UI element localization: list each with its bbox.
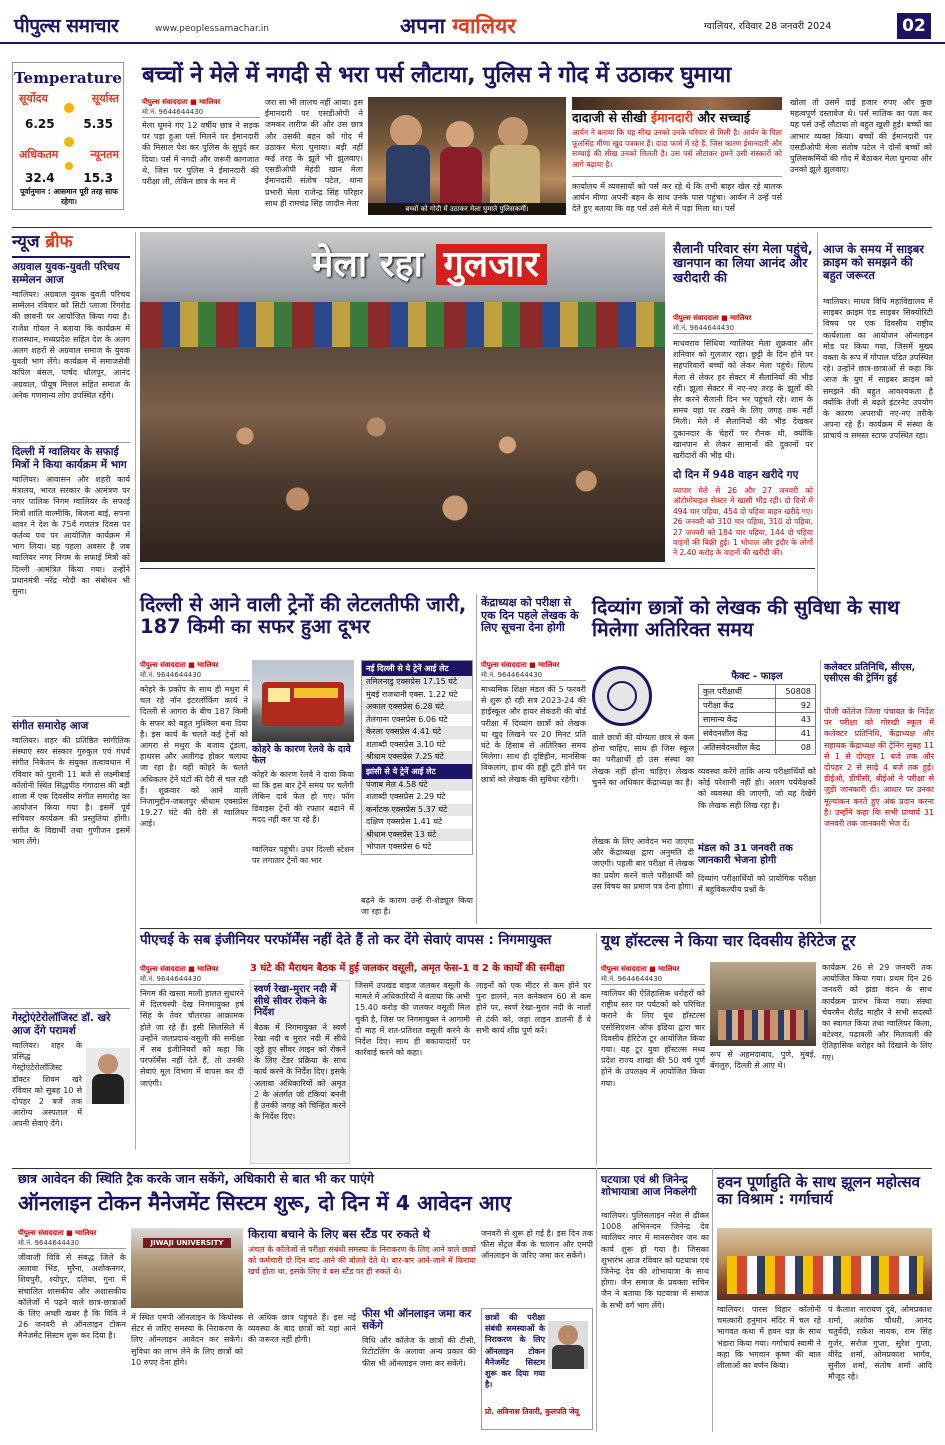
- exam-col-1: माध्यमिक शिक्षा मंडल की 5 फरवरी से शुरू हो रही सत्र 2023-24 की हाईस्कूल और हायर सेकंडरी की बोर्ड परीक्षा में दिव्यांग छात्रों को लेखक या खुद लिखने पर 20 मिनट प्रति घंटे के हिसाब से अतिरिक्त समय मिलेगा। साथ ही दृष्टिहीन, मानसिक विकलांग, हाथ की हड्डी टूटी होने पर छात्रों को लेखक की सुविधा रहेगी।: [481, 685, 586, 784]
- mela-photo[interactable]: [140, 232, 665, 562]
- havan-col-2: पं कैलाश नारायण दुबे, ओमप्रकाश शर्मा, अशोक चौधरी, आनंद चतुर्वेदी, राकेश नायक, राम सिंह गुर्जर, सरोज गुप्ता, सुरेश गुप्ता, वीरेंद्र शर्मा, ओमप्रकाश भार्गव, सुनील शर्मा, संतोष शर्मा आदि मौजूद रहे।: [828, 1305, 932, 1382]
- train-row-3: अकाल एक्सप्रेस 6.28 घंटे: [362, 701, 472, 714]
- top-subhead: [572, 110, 782, 125]
- mela-byline-mob: मो.नं. 9644644430: [673, 323, 813, 334]
- top-photo[interactable]: [368, 97, 566, 215]
- issue-date: ग्वालियर, रविवार 28 जनवरी 2024: [704, 21, 832, 32]
- brief-item-3[interactable]: [12, 720, 130, 993]
- train2-row-4: दक्षिण एक्सप्रेस 1.41 घंटे: [366, 817, 443, 826]
- exam-col-2: वाले छात्रों की योग्यता छात्र से कम होना चाहिए, साथ ही जिस स्कूल का परीक्षार्थी हो उस संस्था का लेखक नहीं होना चाहिए। लेखक चुनने का अधिकार केंद्राध्यक्ष का है।: [592, 733, 694, 787]
- paper-logo[interactable]: पीपुल्स समाचार: [14, 15, 119, 37]
- top-byline-name: पीपुल्स संवाददाता ■ ग्वालियर: [142, 98, 221, 106]
- fact-table: [698, 684, 816, 755]
- brief-text-4: ग्वालियर। शहर के प्रसिद्ध गेस्ट्रोएंटेरोलॉजिस्ट डॉक्टर शिवम खरे रविवार को सुबह 10 से दोपहर 2 बजे तक आरोग्य अस्पताल में अपनी सेवाएं देंगे।: [12, 1041, 82, 1129]
- fact-row: [699, 713, 816, 727]
- top-col-1: मेला घूमने गए 12 वर्षीय छात्र ने सड़क पर पड़ा हुआ पर्स मिलने पर ईमानदारी की मिसाल पेश कर पुलिस के सुपुर्द कर दिया। पर्स में नगदी और जरूरी कागजात थे, जिस पर पुलिस ने ईमानदारी की परीक्षा ली, लेकिन छात्र के मन में: [142, 121, 259, 187]
- havan-col-1: ग्वालियर। पारस विहार कॉलोनी चमत्कारी हनुमान मंदिर में चल रहे भागवत कथा में हवन यज्ञ के साथ भंडारा किया गया। गर्गाचार्य स्वामी ने कहा कि भगवान कृष्ण की बाल लीलाओं का वर्णन किया।: [717, 1305, 821, 1371]
- vehicle-text: व्यापार मेले से 26 और 27 जनवरी को ऑटोमोबाइल सेक्टर में खासी भीड़ रही। दो दिनों में 494 चार पहिया, 454 दो पहिया वाहन खरीदे गए। 26 जनवरी को 310 चार पहिया, 310 दो पहिया, 27 जनवरी को 184 चार पहिया, 144 दो पहिया वाहनों की बिक्री हुई। 1 भोपाल और इंदौर के लोगों ने 2.40 करोड़ के वाहनों की खरीदी की।: [673, 486, 813, 558]
- quote-box: [481, 1308, 593, 1430]
- nigam-byline-name: पीपुल्स संवाददाता ■ ग्वालियर: [140, 965, 219, 973]
- fact-value: 08: [775, 741, 815, 755]
- train2-row-6: भोपाल एक्सप्रेस 6 घंटे: [366, 842, 432, 851]
- top-col-4: कार्यालय में व्यवसायों को पर्स कर रहे थे कि तभी बाहर खेल रहे बालक आर्यन मीणा अपनी बहन के साथ उनके पास पहुंचा। आर्यन ने उन्हें पर्स देते हुए बताया कि वह पर्स उसे मेले में पड़ा मिला था। पर्स: [572, 182, 782, 214]
- train-photo-caption: कोहरे के कारण रेलवे के दावे फेल: [252, 744, 351, 766]
- exam-byline: [481, 660, 586, 684]
- youth-byline: [601, 964, 705, 988]
- trains-col-3: ग्वालियर पहुंची। उधर दिल्ली स्टेशन पर लगातार ट्रेनों का भार: [252, 845, 354, 866]
- brief-title-b: ब्रीफ: [45, 232, 73, 252]
- nigam-byline-mob: मो.नं. 9644644430: [140, 974, 244, 985]
- havan-photo[interactable]: [717, 1228, 932, 1300]
- vehicle-head: दो दिन में 948 वाहन खरीदे गए: [673, 469, 799, 481]
- fee-head: फीस भी ऑनलाइन जमा कर सकेंगे: [362, 1308, 472, 1333]
- fee-box: [362, 1308, 476, 1430]
- token-col-4: से अधिक छात्र पहुंचते हैं। इस नई व्यवस्था के बाद छात्रों को यहां आने की जरूरत नहीं होगी।: [248, 1313, 356, 1345]
- exam-head[interactable]: केंद्राध्यक्ष को परीक्षा से एक दिन पहले लेखक के लिए सूचना देना होगी: [481, 596, 579, 635]
- min-label: न्यूनतम: [90, 148, 119, 161]
- fact-label: परीक्षा केंद्र: [699, 699, 776, 713]
- token-byline-name: पीपुल्स संवाददाता ■ ग्वालियर: [18, 1229, 97, 1237]
- section-title-b: ग्वालियर: [452, 14, 516, 38]
- youth-byline-mob: मो.नं. 9644644430: [601, 974, 705, 985]
- train-row-4: तेलंगाना एक्सप्रेस 6.06 घंटे: [366, 714, 448, 724]
- brief-text-2: ग्वालियर। आवासन और शहरी कार्य मंत्रालय, भारत सरकार के आमंत्रण पर नगर पालिक निगम ग्वालियर के सफाई मित्रों शांति वाल्मीकि, बिजना बाई, सपना थावर ने देश के 75वें गणतंत्र दिवस पर कर्तव्य पथ पर आयोजित कार्यक्रम में भाग लिया। यह पहला अवसर है जब ग्वालियर नगर निगम के सफाई मित्रों को दिल्ली आमंत्रित किया गया। उन्होंने प्रधानमंत्री नरेंद्र मोदी का संबोधन भी सुना।: [12, 475, 130, 597]
- train-row-5: केरला एक्सप्रेस 4.41 घंटे: [362, 726, 472, 739]
- mela-title-b: गुलजार: [436, 244, 547, 285]
- train-list2-title: झांसी से ये ट्रेनें आई लेट: [362, 764, 472, 779]
- top-subhead-b: ईमानदारी: [650, 110, 693, 125]
- fact-row: [699, 685, 816, 699]
- brief-item-2[interactable]: [12, 446, 130, 676]
- nigam-head[interactable]: पीएचई के सब इंजीनियर परफॉर्मेंस नहीं देते हैं तो कर देंगे सेवाएं वापस : निगमायुक्त: [140, 932, 552, 948]
- vc-photo: [548, 1321, 588, 1369]
- section-title: [400, 12, 516, 40]
- youth-col-1: ग्वालियर की ऐतिहासिक धरोहरों को राष्ट्रीय स्तर पर पर्यटकों को परिचित कराने के लिए यूथ हॉस्टल्स एसोसिएशन ऑफ इंडिया द्वारा चार दिवसीय हेरिटेज टूर आयोजित किया गया। यह टूर युवा हॉस्टल्स मध्य प्रदेश राज्य शाखा की 50 वर्ष पूर्ण होने के उपलक्ष्य में आयोजित किया गया।: [601, 989, 705, 1088]
- university-label: JIWAJI UNIVERSITY: [143, 1238, 231, 1248]
- brief-text-1: ग्वालियर। अग्रवाल युवक युवती परिचय सम्मेलन रविवार को सिटी प्लाजा रिंगरोड की छावनी पर आयोजित किया गया है। राजेश गोयल ने बताया कि कार्यक्रम में राजस्थान, मध्यप्रदेश सहित देश के अलग अलग शहरों से अग्रवाल समाज के युवक युवती भाग लेंगे। कार्यक्रम में समाजसेवी कपिल बंसल, पार्षद धौलपुर, आनंद अग्रवाल, पीयूष मित्तल सहित समाज के अनेक गणमान्य लोग उपस्थित रहेंगे।: [12, 290, 130, 400]
- nigam-box: [250, 980, 350, 1164]
- brief-head-1: अग्रवाल युवक-युवती परिचय सम्मेलन आज: [12, 261, 120, 286]
- fact-value: 41: [775, 727, 815, 741]
- fact-value: 50808: [775, 685, 815, 699]
- ghat-head[interactable]: घटयात्रा एवं श्री जिनेन्द्र शोभायात्रा आज निकलेगी: [601, 1174, 697, 1199]
- min-temp: 15.3: [83, 171, 113, 185]
- train-photo[interactable]: [252, 660, 354, 742]
- mela-title-a: मेला रहा: [312, 244, 423, 285]
- token-col-3: में स्थित एमपी ऑनलाइन के कियोस्क सेंटर से जरिए समस्या के निराकरण के लिए ऑनलाइन आवेदन कर सकेंगे। सुविधा का लाभ लेने के लिए छात्रों को 10 रुपए देना होंगे।: [131, 1313, 243, 1367]
- mela-text: माधवराव सिंधिया ग्वालियर मेला शुक्रवार और शनिवार को गुलजार रहा। छुट्टी के दिन होने पर सहपरिवारों बच्चों को लेकर मेला पहुंचे। शिल्प मेला से लेकर हर सेक्टर में सैलानियों की भीड़ रही। झूला सेक्टर में नए-नए तरह के झूलों की सैर करने सैलानी दिन भर पहुंचते रहे। शाम के समय यहां पर रखने के लिए जगह तक नहीं मिली। मेले में सैलानियों की भीड़ देखकर दुकानदार के चेहरों पर रौनक थी, क्योंकि खानपान से लेकर सामानों की दुकानों पर खरीदारों की भीड़ थी।: [673, 339, 813, 461]
- nigam-col-4: लाइनों को एक मीटर से कम होने पर पुनः डालने, नल कनेक्शन 60 से कम होने पर, स्वर्ण रेखा-मुरार नदी के नालों से टंकी को, जहां लाइन डालनी हैं वे सभी कार्य शीघ्र पूर्ण करें।: [476, 981, 591, 1035]
- brief-item-1[interactable]: [12, 261, 130, 435]
- fact-row: [699, 699, 816, 713]
- train2-row-1: पंजाब मेल 4.58 घंटे: [362, 779, 472, 792]
- fact-value: 43: [775, 713, 815, 727]
- train-row-7: श्रीधाम एक्सप्रेस 7.25 घंटे: [362, 751, 472, 764]
- youth-photo-caption: रूप से अहमदाबाद, पुणे, मुंबई, बेंगलुरु, दिल्ली से आए थे।: [710, 1050, 816, 1071]
- nigam-col-3: जिसमें उपखंड वाइज जलकर वसूली के मामले में अधिकारियों ने बताया कि अभी 15.40 करोड़ की जलकर वसूली मिल चुकी है, जिस पर निगमायुक्त ने आगामी दो माह में शत-प्रतिशत वसूली करने के निर्देश दिए। साथ ही बकायादारों पर कार्रवाई करने को कहा।: [355, 981, 470, 1058]
- quote-name: प्रो. अविनाश तिवारी, कुलपति जेयू: [485, 1407, 579, 1416]
- fact-file-title: फैक्ट - फाइल: [731, 671, 783, 682]
- trains-byline-name: पीपुल्स संवाददाता ■ ग्वालियर: [140, 661, 219, 669]
- youth-col-2: कार्यक्रम 26 से 29 जनवरी तक आयोजित किया गया। प्रथम दिन 26 जनवरी को झंडा वंदन के साथ कार्यक्रम प्रारंभ किया गया। संस्था चेयरमैन शैलेंद्र माहौर ने सभी सदस्यों का स्वागत किया तथा ग्वालियर किला, बटेश्वर, पढ़ावली और मितावली की ऐतिहासिक धरोहर को दिखाने के लिए गए।: [822, 963, 932, 1062]
- nigam-box-head: स्वर्ण रेखा-मुरार नदी में सीधे सीवर रोकने के निर्देश: [254, 984, 337, 1018]
- forecast: पूर्वानुमान : आसमान पूरी तरह साफ रहेगा।: [20, 187, 118, 206]
- exam-byline-name: पीपुल्स संवाददाता ■ ग्वालियर: [481, 661, 560, 669]
- havan-head[interactable]: हवन पूर्णाहुति के साथ झूलन महोत्सव का विश्राम : गर्गाचार्य: [717, 1173, 920, 1209]
- nigam-byline: [140, 964, 244, 988]
- top-subtext: आर्यन ने बताया कि यह सीख उनको उनके परिवार से मिली है। आर्यन के पिता फूलसिंह मीणा खुद पत्रकार हैं। दादा फार्म में रहे हैं, जिस कारण ईमानदारी और सच्चाई की सीख उनको मिलती है। उस पर्स लौटाकर हमने उसी संस्कारों को आगे बढ़ाया है।: [572, 128, 782, 169]
- exam-head-2[interactable]: दिव्यांग छात्रों को लेखक की सुविधा के साथ मिलेगा अतिरिक्त समय: [592, 596, 900, 642]
- fact-foot: व्यवस्था करेंगे ताकि अन्य परीक्षार्थियों को कोई परेशानी नहीं हो। अलग पर्यवेक्षकों को व्यवस्था की जाएगी, जो यह देखेंगे कि लेखक सही लिख रहा है।: [698, 767, 816, 810]
- ghat-text: ग्वालियर। पुलिसलाइन नरेश से ढीकर 1008 अभिनन्दन जिनेन्द्र देव ग्वालियर नगर में मानसरोवर जन का कार्य शुरू हो गया है। जिसका शुभारंभ आज रविवार को घटयात्रा एवं जिनेन्द्र देव की शोभायात्रा के साथ होगा। जैन समाज के प्रवक्ता सचिन जैन ने बताया कि घटयात्रा में समाज के सभी वर्ग भाग लेंगे।: [601, 1211, 709, 1310]
- university-photo[interactable]: [131, 1228, 243, 1308]
- mela-byline: [673, 313, 813, 337]
- nigam-subhead: 3 घंटे की मैराथन बैठक में हुई जलकर वसूली, अमृत फेस-1 व 2 के कार्यों की समीक्षा: [250, 963, 565, 974]
- fact-sub: मंडल को 31 जनवरी तक जानकारी भेजना होगी: [698, 843, 793, 866]
- fact-text: दिव्यांग परीक्षार्थियों को प्रायोगिक परीक्षा में बहुविकल्पीय प्रश्नों के: [698, 874, 816, 895]
- train-list-title: नई दिल्ली से ये ट्रेनें आई लेट: [362, 661, 472, 676]
- brief-title-a: न्यूज: [12, 232, 40, 252]
- doctor-photo: [86, 1048, 130, 1104]
- fact-value: 92: [775, 699, 815, 713]
- exam-col-4: पीजी कॉलेज जिला पंचायत के निर्देश पर परीक्षा को गोरखी स्कूल में कलेक्टर प्रतिनिधि, केंद्राध्यक्ष और सहायक केंद्राध्यक्ष की ट्रेनिंग सुबह 11 से 1 से दोपहर 1 बजे तक और दोपहर 2 से साढ़े 4 बजे तक हुई। डीईओ, डीपीसी, बीईओ ने परीक्षा से जुड़ी जानकारी दी। आधार पर उनका मूल्यांकन करते हुए अंक प्रदान करना है। उन्होंने कहा कि सभी प्राचार्य 31 जनवरी तक जानकारी भेज दें।: [824, 707, 934, 829]
- bus-text: अंचल के कॉलेजों से परीक्षा संबंधी समस्या के निराकरण के लिए आने वाले छात्रों को कर्मचारी दो दिन बाद आने की बोलते देते थे। बार-बार आने-जाने में किराया खर्च होता था, इसके लिए वे बस स्टैंड पर ही रुकते थे।: [248, 1245, 476, 1277]
- exam-byline-mob: मो.नं. 9644644430: [481, 670, 586, 681]
- exam-col-3: लेखक के लिए आवेदन भरा जाएगा और केंद्राध्यक्ष द्वारा अनुमति दी जाएगी। पहली बार परीक्षा में लेखक का प्रयोग करने वाले परीक्षार्थी को उस विषय का प्रमाण पत्र देना होगा।: [592, 837, 694, 891]
- nigam-box-text: बैठक में निगमायुक्त ने स्वर्ण रेखा नदी व मुरार नदी में सीधे जुड़े हुए सीवर लाइन को रोकने के लिए टेंडर प्रक्रिया के साथ कार्य करने के निर्देश दिए। इसके अलावा अधिकारियों को अमृत 2 के अंतर्गत जो टंकियां बननी हैं उनकी जगह को चिन्हित करने के निर्देश दिए।: [254, 1022, 346, 1122]
- bus-head: किराया बचाने के लिए बस स्टैंड पर रुकते थे: [248, 1227, 430, 1241]
- trains-col-1: कोहरे के प्रकोप के साथ ही मथुरा में चल रहे नॉन इंटरलॉकिंग कार्य ने दिल्ली से आगरा के बीच 187 किमी के सफर को बहुत मुश्किल बना दिया है। इस कार्य के चलते कई ट्रेनों को आगरा से मथुरा के बजाय टूंडला, हाथरस और अलीगढ़ होकर चलाया जा रहा है। वहीं कोहरे के चलते अधिकतर ट्रेनें घंटों की देरी से चल रही हैं। शुक्रवार को आने वाली निजामुद्दीन-जबलपुर श्रीधाम एक्सप्रेस 19.27 घंटे की देरी से ग्वालियर आई।: [140, 685, 248, 829]
- youth-head[interactable]: यूथ हॉस्टल्स ने किया चार दिवसीय हेरिटेज टूर: [601, 932, 856, 950]
- weather-box: [12, 62, 124, 210]
- trains-byline-mob: मो.नं. 9644644430: [140, 670, 250, 681]
- top-col-2: जरा सा भी लालच नहीं आया। इस ईमानदारी पर एसडीओपी ने जमकर तारीफ की और उस छात्र और उसकी बहन को गोद में उठाकर मेला घुमाया। बड़ी नहीं कई तरह के झूले भी झुलवाए। एसडीओपी मेहंदी खान मेला ईमानदारी संतोष पटेल, थाना प्रभारी मेला राजेन्द्र सिंह परिहार साथ ही रामचंद्र सिंह जादौन मेला: [265, 98, 363, 208]
- train-list: [361, 660, 473, 855]
- top-col-5: खोला तो उसमें दाई हजार रुपए और कुछ महत्वपूर्ण दस्तावेज थे। पर्स मालिक का पता कर यह पर्स उन्हें लौटाया तो बहुत खुशी हुई। बच्चों का आभार व्यक्त किया। बच्चों की ईमानदारी पर एसडीओपी मेला संतोष पटेल ने दोनों बच्चों को पुलिसकर्मियों की गोद में बैठाकर मेला घुमाया और उनको झूले झुलवाए।: [790, 98, 932, 175]
- trains-head[interactable]: दिल्ली से आने वाली ट्रेनों की लेटलतीफी जारी, 187 किमी का सफर हुआ दूभर: [140, 593, 467, 639]
- train2-row-3: कर्नाटक एक्सप्रेस 5.37 घंटे: [362, 804, 472, 817]
- brief-head-4: गेस्ट्रोएंटेरोलॉजिस्ट डॉ. खरे आज देंगे परामर्श: [12, 1012, 111, 1037]
- top-byline-mob: मो.नं. 9644644430: [142, 107, 260, 118]
- mela-byline-name: पीपुल्स संवाददाता ■ ग्वालियर: [673, 314, 752, 322]
- brief-head-3: संगीत समारोह आज: [12, 720, 89, 732]
- train2-row-5: श्रीधाम एक्सप्रेस 13 घंटे: [362, 829, 472, 842]
- token-col-5: जनवरी से शुरू हो गई है। इस दिन तक फीस सेंट्रल बैंक के चालान और एमपी ऑनलाइन के जरिए जमा कर सकेंगे।: [481, 1229, 593, 1261]
- sunrise-time: 6.25: [25, 117, 55, 131]
- max-temp: 32.4: [25, 171, 55, 185]
- youth-photo[interactable]: [710, 962, 816, 1046]
- top-headline[interactable]: बच्चों ने मेले में नगदी से भरा पर्स लौटाया, पुलिस ने गोद में उठाकर घुमाया: [142, 62, 731, 88]
- cyber-head[interactable]: आज के समय में साइबर क्राइम को समझने की बहुत जरूरत: [823, 242, 924, 283]
- train2-row-2: शताब्दी एक्सप्रेस 2.29 घंटे: [366, 792, 446, 801]
- fact-label: अतिसंवेदनशील केंद्र: [699, 741, 776, 755]
- youth-byline-name: पीपुल्स संवाददाता ■ ग्वालियर: [601, 965, 680, 973]
- mpbse-logo: [592, 666, 652, 726]
- trains-byline: [140, 660, 250, 684]
- train-photo-text: कोहरे के कारण रेलवे ने दावा किया था कि इस बार ट्रेनें समय पर चलेंगी लेकिन दावे फेल हो गए। फॉग डिवाइस ट्रेनों की रफ्तार बढ़ाने में मदद नहीं कर पा रहे हैं।: [252, 770, 354, 824]
- top-byline: [142, 97, 260, 121]
- token-byline-mob: मो.नं. 9644644430: [18, 1238, 126, 1249]
- page-number: 02: [897, 13, 931, 39]
- sunset-label: सूर्यास्त: [91, 92, 119, 105]
- fact-file: [698, 668, 816, 755]
- nigam-col-1: निगम की खस्ता माली हालत सुधारने में दिलचस्पी देख निगमायुक्त हर्ष सिंह के तेवर चौतरफा आक्रामक होते जा रहे हैं। इसी सिलसिले में उन्होंने जलप्रदाय-वसूली की समीक्षा में सब इंजीनियरों को कहा कि परफॉर्मेंस नहीं देते हैं, तो उनकी सेवाएं मूल विभाग में वापस कर दी जाएंगी।: [140, 989, 244, 1088]
- train-row-6: शताब्दी एक्सप्रेस 3.10 घंटे: [366, 739, 446, 749]
- site-url[interactable]: www.peoplessamachar.in: [155, 24, 269, 34]
- train-row-1: तमिलनाडु एक्सप्रेस 17.15 घंटे: [362, 676, 472, 689]
- sunrise-label: सूर्योदय: [19, 92, 48, 105]
- news-brief-title: [12, 233, 73, 253]
- token-kicker: छात्र आवेदन की स्थिति ट्रैक करके जान सकेंगे, अधिकारी से बात भी कर पाएंगे: [18, 1171, 374, 1186]
- mela-title: [312, 238, 547, 287]
- token-col-1: जीवाजी विवि से संबद्ध जिले के अलावा भिंड, मुरैना, अशोकनगर, शिवपुरी, श्योपुर, दतिया, गुना में संचालित शासकीय और अशासकीय कॉलेजों में पढ़ने वाले छात्र-छात्राओं के लिए अच्छी खबर है कि विवि ने 26 जनवरी से ऑनलाइन टोकन मैनेजमेंट सिस्टम शुरू कर दिया है।: [18, 1253, 126, 1341]
- brief-text-3: ग्वालियर। शहर की प्रतिष्ठित सांगीतिक संस्थाएं स्वर संस्कार गुरुकुल एवं गंधर्व संगीत निकेतन के संयुक्त तत्वावधान में रविवार को पुरानी 11 बजे से लक्ष्मीबाई कॉलोनी स्थित सिद्धपीठ गंगादास की बड़ी शाला में एक दिवसीय संगीत समारोह का आयोजन किया गया है। इसमें पूर्व सचिवार कार्यक्रम की प्रस्तुतियां होंगी। संगीत के विद्यार्थी तथा गुणीजन इसमें भाग लेंगे।: [12, 736, 130, 846]
- exam-col-4-head: कलेक्टर प्रतिनिधि, सीएस, एसीएस की ट्रेनिंग हुई: [824, 662, 916, 684]
- token-byline: [18, 1228, 126, 1252]
- fact-label: कुल परीक्षार्थी: [699, 685, 776, 699]
- top-photo-caption: बच्चों को गोदी में उठाकर मेला घुमाते पुलिसकर्मी।: [368, 203, 566, 215]
- fact-label: संवेदनशील केंद्र: [699, 727, 776, 741]
- fact-label: सामान्य केंद्र: [699, 713, 776, 727]
- cyber-text: ग्वालियर। माधव विधि महाविद्यालय में साइबर क्राइम एंड साइबर सिक्योरिटी विषय पर एक दिवसीय राष्ट्रीय कार्यशाला का आयोजन ऑनलाइन मोड पर किया गया, जिसमें मुख्य वक्ता के रूप में गोपाल पंडित उपस्थित रहे। उन्होंने छात्र-छात्राओं से कहा कि आज के युग में साइबर क्राइम को समझने की बहुत आवश्यकता है क्योंकि तेजी से बढ़ते इंटरनेट उपयोग के कारण अपराधी नए-नए तरीके अपना रहे हैं। कार्यक्रम में संस्था के प्राचार्य व समस्त स्टाफ उपस्थित रहा।: [823, 297, 934, 441]
- section-title-a: अपना: [400, 14, 446, 38]
- masthead: [0, 0, 945, 44]
- fee-text: विधि और कॉलेज के छात्रों की टीसी, रिटोटलिंग के अलावा अन्य प्रकार की फीस भी ऑनलाइन जमा कर सकेंगे।: [362, 1336, 476, 1368]
- top-subhead-c: और सच्चाई: [697, 110, 751, 125]
- train-row-2: मुंबई राजधानी एक्स. 1.22 घंटे: [366, 689, 458, 699]
- thermo-icon: [65, 162, 73, 170]
- brief-head-2: दिल्ली में ग्वालियर के सफाई मित्रों ने किया कार्यक्रम में भाग: [12, 446, 127, 471]
- max-label: अधिकतम: [19, 148, 59, 161]
- top-subhead-a: दादाजी से सीखी: [572, 110, 647, 125]
- sunset-time: 5.35: [83, 117, 113, 131]
- sun-icon-2: [64, 137, 74, 147]
- sun-icon: [64, 103, 74, 113]
- train-list-foot: बढ़ने के कारण उन्हें री-शेड्यूल किया जा रहा है।: [361, 896, 473, 917]
- fact-row: [699, 727, 816, 741]
- token-head[interactable]: ऑनलाइन टोकन मैनेजमेंट सिस्टम शुरू, दो दिन में 4 आवेदन आए: [18, 1191, 512, 1215]
- weather-title: Temperature: [14, 69, 122, 87]
- mela-side-head[interactable]: सैलानी परिवार संग मेला पहुंचे, खानपान का लिया आनंद और खरीदारी की: [673, 241, 813, 285]
- fact-row: [699, 741, 816, 755]
- quote-text: छात्रों की परीक्षा संबंधी समस्याओं के निराकरण के लिए ऑनलाइन टोकन मैनेजमेंट सिस्टम शुरू कर दिया गया है।: [485, 1313, 545, 1390]
